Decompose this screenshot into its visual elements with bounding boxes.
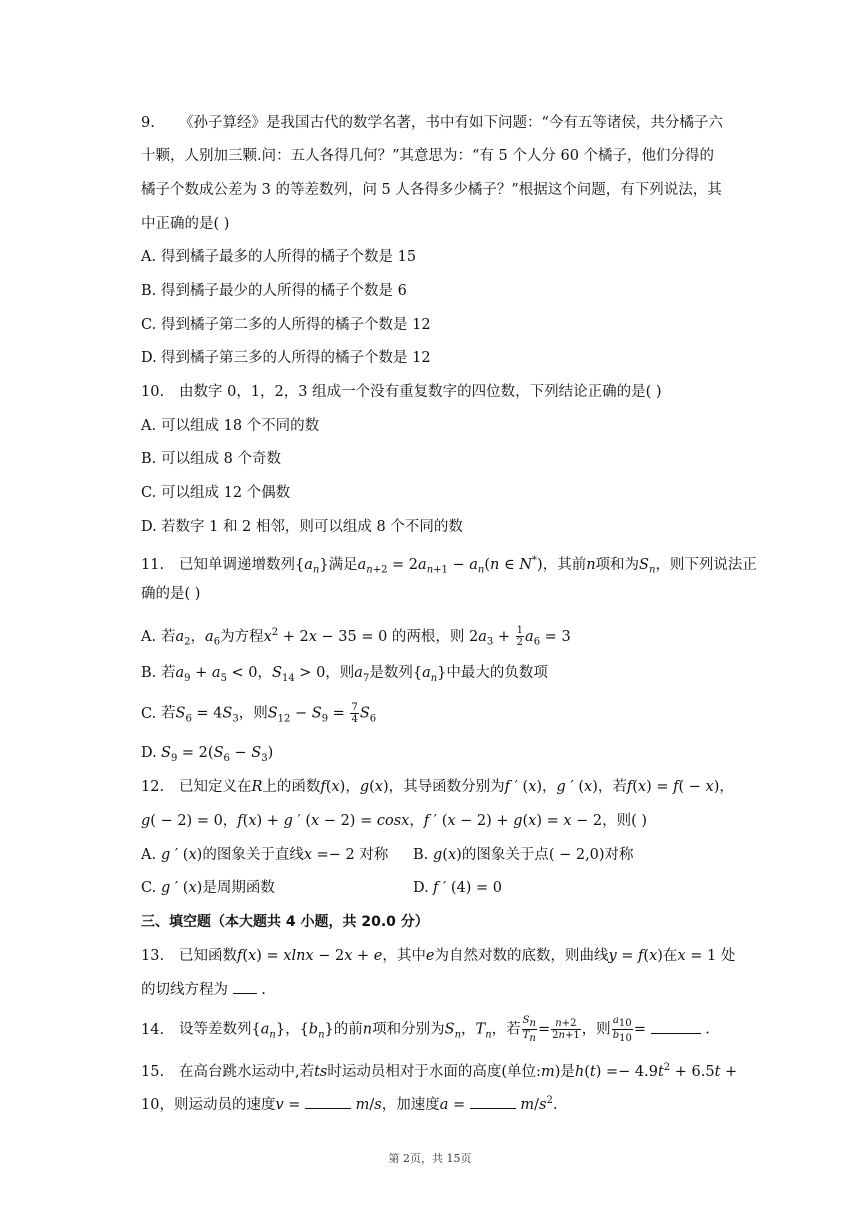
q10-option-b: B. 可以组成 8 个奇数 — [141, 451, 281, 467]
q12-option-c: C. g ′ (x)是周期函数 — [141, 880, 275, 896]
q9-option-d: D. 得到橘子第三多的人所得的橘子个数是 12 — [141, 350, 431, 366]
q10-number: 10. — [141, 384, 165, 400]
q9-option-c: C. 得到橘子第二多的人所得的橘子个数是 12 — [141, 317, 431, 333]
q12-number: 12. — [141, 779, 165, 795]
q13-answer-blank — [233, 979, 257, 994]
q10-option-d: D. 若数字 1 和 2 相邻，则可以组成 8 个不同的数 — [141, 519, 463, 535]
section-heading: 三、填空题（本大题共 4 小题，共 20.0 分） — [141, 914, 429, 930]
q15-line-2: 10，则运动员的速度v = m/s，加速度$a = m/s^2$. — [141, 1095, 558, 1113]
q14-number: 14. — [141, 1021, 165, 1038]
q10-option-c: C. 可以组成 12 个偶数 — [141, 485, 291, 501]
page-footer: 第 2页，共 15页 — [388, 1152, 472, 1165]
q14-answer-blank — [651, 1019, 701, 1034]
q9-number: 9. — [141, 115, 155, 131]
q10-option-a: A. 可以组成 18 个不同的数 — [141, 418, 320, 434]
q9-option-b: B. 得到橘子最少的人所得的橘子个数是 6 — [141, 283, 407, 299]
q12-line-1: 12. 已知定义在R上的函数f(x)，g(x)，其导函数分别为f ′ (x)，g ′ (x)，若f(x) = f( − x)， — [141, 776, 734, 798]
q9-line-3: 橘子个数成公差为 3 的等差数列，问 5 人各得多少橘子？”根据这个问题，有下列说法，其 — [141, 182, 722, 198]
q13-line-2: 的切线方程为 . — [141, 979, 266, 1001]
q15-number: 15. — [141, 1063, 165, 1080]
q10-line-1: 10. 由数字 0，1，2，3 组成一个没有重复数字的四位数，下列结论正确的是( ) — [141, 381, 662, 403]
q11-number: 11. — [141, 556, 165, 573]
q12-line-2: g( − 2) = 0，f(x) + g ′ (x − 2) = cosx，f ′ (x − 2) + g(x) = x − 2，则( ) — [141, 813, 648, 829]
q12-option-b: B. g(x)的图象关于点( − 2,0)对称 — [413, 847, 634, 863]
q9-line-2: 十颗，人别加三颗.问：五人各得几何？”其意思为：“有 5 个人分 60 个橘子，他们分得的 — [141, 148, 715, 164]
q15-line-1: 15. 在高台跳水运动中,若ts时运动员相对于水面的高度(单位:m)是$h(t) =- 4.9t^2 + 6.5t$ + — [141, 1057, 737, 1083]
q9-line-4: 中正确的是( ) — [141, 216, 230, 232]
q13-number: 13. — [141, 948, 165, 964]
q11-option-d: D. $S_9 = 2(S_6 - S_3)$ — [141, 745, 274, 764]
q15-velocity-blank — [305, 1094, 351, 1109]
q11-option-b: B. 若$a_9 + a_5 < 0$，$S_{14} > 0$，则$a_7$是数列$\{a_n\}$中最大的负数项 — [141, 665, 548, 684]
q9-line-1: 9. 《孙子算经》是我国古代的数学名著，书中有如下问题：“今有五等诸侯，共分橘子六 — [141, 112, 723, 134]
q11-line-1: 11. 已知单调递增数列$\{a_n\}$满足$a_{n+2} = 2a_{n+1} - a_n(n$ ∈ N*)，其前n项和为$S_n$，则下列说法正 — [141, 555, 757, 576]
q9-option-a: A. 得到橘子最多的人所得的橘子个数是 15 — [141, 249, 417, 265]
q12-option-a: A. g ′ (x)的图象关于直线x =− 2 对称 — [141, 847, 389, 863]
q14-line-1: 14. 设等差数列$\{a_n\}$，$\{b_n\}$的前n项和分别为$S_n$，$T_n$，若 $\frac{S_n}{T_n}$ = $\frac{n+2}{2n+1}$ ，则 $\frac{a_{10}}{b_{10}}$ = . — [141, 1015, 710, 1044]
q15-acceleration-blank — [470, 1094, 516, 1109]
q13-line-1: 13. 已知函数f(x) = xlnx − 2x + e，其中e为自然对数的底数，则曲线y = f(x)在x = 1 处 — [141, 945, 735, 967]
q11-option-a: A. 若$a_2$，$a_6$为方程$x^2 + 2x - 35 = 0$ 的两根，则 $2a_3$ + $\frac{1}{2}$ $a_6 = 3$ — [141, 625, 571, 649]
q11-line-2: 确的是( ) — [141, 586, 201, 602]
q12-option-d: D. f ′ (4) = 0 — [413, 880, 503, 896]
q11-option-c: C. 若$S_6 = 4S_3$，则$S_{12} - S_9$ = $\frac{7}{4}$ $S_6$ — [141, 702, 377, 725]
